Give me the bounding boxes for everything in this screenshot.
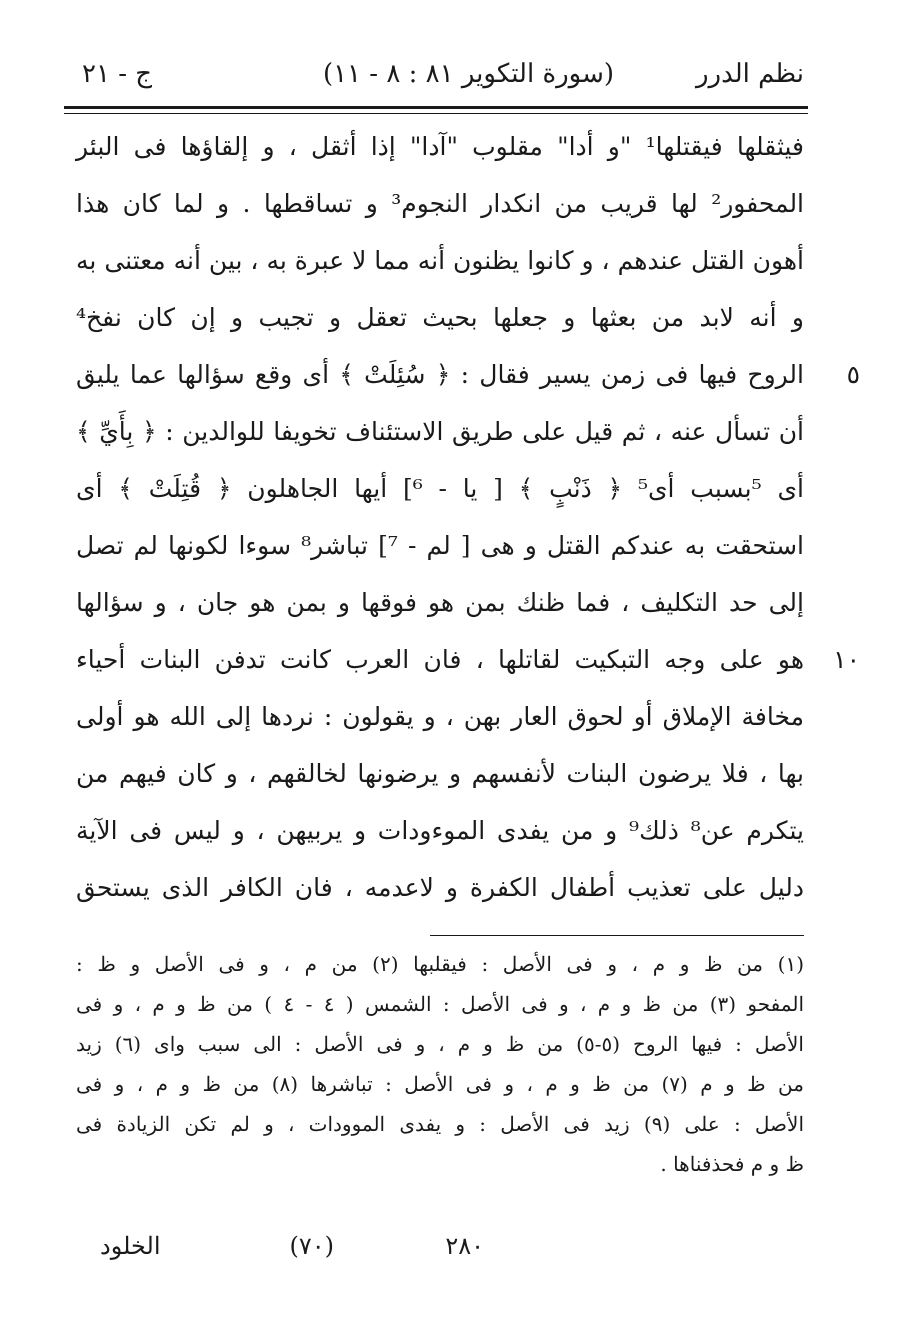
footnotes <box>76 944 804 1184</box>
text-line <box>76 745 804 802</box>
text-line <box>76 574 804 631</box>
page-footer <box>100 1226 784 1266</box>
text-line <box>76 517 804 574</box>
text-line <box>76 118 804 175</box>
line-text: و أنه لابد من بعثها و جعلها بحيث تعقل و تجيب و إن كان نفخ⁴ <box>76 303 804 332</box>
header-rule-thin <box>64 113 808 114</box>
footnote-line: الأصل : على (٩) زيد فى الأصل : و يفدى الموودات ، و لم تكن الزيادة فى <box>76 1112 804 1136</box>
text-line <box>76 232 804 289</box>
surah-reference: (سورة التكوير ٨١ : ٨ - ١١) <box>322 59 614 89</box>
line-number: ٥ <box>846 360 860 389</box>
line-text: أن تسأل عنه ، ثم قيل على طريق الاستئناف تخويفا للوالدين : ﴿ بِأَيِّ ﴾ <box>76 417 804 446</box>
text-line <box>76 859 804 916</box>
text-line <box>76 460 804 517</box>
line-text: يتكرم عن⁸ ذلك⁹ و من يفدى الموءودات و يربيهن ، و ليس فى الآية <box>76 816 804 845</box>
text-line <box>76 802 804 859</box>
line-text: المحفور² لها قريب من انكدار النجوم³ و تساقطها . و لما كان هذا <box>76 189 805 218</box>
line-text: دليل على تعذيب أطفال الكفرة و لاعدمه ، فان الكافر الذى يستحق <box>76 873 804 902</box>
footnote-line: المفحو (٣) من ظ و م ، و فى الأصل : الشمس ( ٤ - ٤ ) من ظ و م ، و فى <box>76 992 804 1016</box>
text-line <box>76 631 860 688</box>
line-text: بها ، فلا يرضون البنات لأنفسهم و يرضونها لخالقهم ، و كان فيهم من <box>76 759 804 788</box>
line-text: أهون القتل عندهم ، و كانوا يظنون أنه مما لا عبرة به ، بين أنه معتنى به <box>76 246 804 275</box>
book-title: نظم الدرر <box>695 59 804 89</box>
line-number: ١٠ <box>833 645 860 674</box>
running-head <box>70 52 804 96</box>
line-text: فيثقلها فيقتلها¹ "و أدا" مقلوب "آدا" إذا أثقل ، و إلقاؤها فى البئر <box>76 132 804 161</box>
footnote-rule <box>430 935 804 936</box>
text-line <box>76 289 804 346</box>
header-rule-thick <box>64 106 808 109</box>
line-text: مخافة الإملاق أو لحوق العار بهن ، و يقولون : نردها إلى الله هو أولى <box>76 702 804 731</box>
volume-number: ج - ٢١ <box>82 59 153 89</box>
main-text <box>76 118 860 916</box>
text-line <box>76 346 860 403</box>
line-text: إلى حد التكليف ، فما ظنك بمن هو فوقها و بمن هو جان ، و سؤالها <box>76 588 805 617</box>
page-number: ٢٨٠ <box>445 1232 484 1260</box>
line-text: أى ⁵بسبب أى⁵ ﴿ ذَنْبٍ ﴾ [ يا - ⁶] أيها الجاهلون ﴿ قُتِلَتْ ﴾ أى <box>76 474 804 503</box>
line-text: هو على وجه التبكيت لقاتلها ، فان العرب كانت تدفن البنات أحياء <box>76 645 804 674</box>
line-text: استحقت به عندكم القتل و هى [ لم - ⁷] تباشر⁸ سوءا لكونها لم تصل <box>76 531 805 560</box>
catchword: الخلود <box>100 1232 161 1260</box>
line-text: الروح فيها فى زمن يسير فقال : ﴿ سُئِلَتْ ﴾ أى وقع سؤالها عما يليق <box>76 360 804 389</box>
footnote-line: ظ و م فحذفناها . <box>660 1152 804 1176</box>
text-line <box>76 175 804 232</box>
text-line <box>76 403 804 460</box>
signature-mark: (٧٠) <box>289 1232 334 1260</box>
text-line <box>76 688 804 745</box>
footnote-line: (١) من ظ و م ، و فى الأصل : فيقلبها (٢) من م ، و فى الأصل و ظ : <box>76 952 804 976</box>
footnote-line: الأصل : فيها الروح (٥-٥) من ظ و م ، و فى الأصل : الى سبب واى (٦) زيد <box>76 1032 804 1056</box>
footnote-line: من ظ و م (٧) من ظ و م ، و فى الأصل : تباشرها (٨) من ظ و م ، و فى <box>76 1072 804 1096</box>
